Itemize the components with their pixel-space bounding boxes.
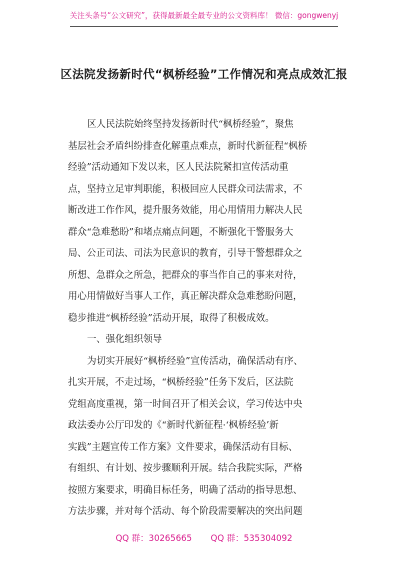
text-line: 区人民法院始终坚持发扬新时代“枫桥经验”，聚焦 xyxy=(87,119,294,130)
text-line: 方法步骤，并对每个活动、每个阶段需要解决的突出问题 xyxy=(68,506,303,517)
text-line: 所想、急群众之所急，把群众的事当作自己的事来对待， xyxy=(68,269,303,281)
header-divider xyxy=(70,26,338,27)
section-heading xyxy=(68,329,350,351)
qq-group-1: QQ 群：30265665 xyxy=(115,534,192,544)
document-title: 区法院发扬新时代“枫桥经验”工作情况和亮点成效汇报 xyxy=(60,67,348,81)
paragraph-section-one xyxy=(68,351,350,523)
footer-qq-groups xyxy=(0,532,408,544)
section-heading-text: 一、强化组织领导 xyxy=(87,334,163,345)
text-line: 群众“急难愁盼”和堵点痛点问题，不断强化干警服务大 xyxy=(68,226,294,238)
qq-group-2: QQ 群：535304092 xyxy=(210,534,293,544)
text-line: 实践”主题宣传工作方案》文件要求，确保活动有目标、 xyxy=(68,441,298,453)
text-line: 按照方案要求，明确目标任务，明确了活动的指导思想、 xyxy=(68,484,303,496)
text-line: 基层社会矛盾纠纷排查化解重点难点，新时代新征程“枫桥 xyxy=(68,140,308,152)
text-line: 断改进工作作风，提升服务效能，用心用情用力解决人民 xyxy=(68,205,303,216)
text-line: 党组高度重视，第一时间召开了相关会议，学习传达中央 xyxy=(68,398,303,410)
text-line: 政法委办公厅印发的《“新时代新征程·‘枫桥经验’新 xyxy=(68,420,279,431)
paragraph-intro xyxy=(68,114,350,329)
text-line: 扎实开展，不走过场，“枫桥经验”任务下发后，区法院 xyxy=(68,377,294,388)
text-line: 点，坚持立足审判职能，积极回应人民群众司法需求，不 xyxy=(68,183,303,195)
text-line: 用心用情做好当事人工作，真正解决群众急难愁盼问题， xyxy=(68,291,303,302)
text-line: 为切实开展好“枫桥经验”宣传活动，确保活动有序、 xyxy=(87,355,303,367)
header-note: 关注头条号“公文研究”，获得最新最全最专业的公文资料库！ 微信：gongwenyj xyxy=(69,11,339,20)
text-line: 有组织、有计划、按步骤顺利开展。结合我院实际，严格 xyxy=(68,463,303,474)
document-body xyxy=(68,114,350,523)
text-line: 稳步推进“枫桥经验”活动开展，取得了积极成效。 xyxy=(68,312,275,324)
text-line: 经验”活动通知下发以来，区人民法院紧扣宣传活动重 xyxy=(68,162,289,173)
text-line: 局、公正司法、司法为民意识的教育，引导干警想群众之 xyxy=(68,248,303,259)
